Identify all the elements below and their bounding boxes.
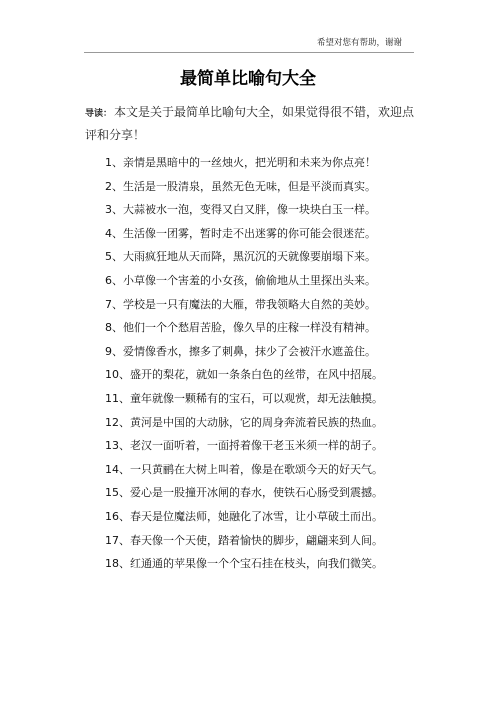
list-item: 13、老汉一面听着，一面捋着像干老玉米须一样的胡子。 bbox=[105, 439, 383, 453]
list-item: 6、小草像一个害羞的小女孩，偷偷地从土里探出头来。 bbox=[105, 273, 376, 287]
list-item: 14、一只黄鹂在大树上叫着，像是在歌颂今天的好天气。 bbox=[105, 462, 383, 476]
list-item: 7、学校是一只有魔法的大雁，带我领略大自然的美妙。 bbox=[105, 297, 376, 311]
intro-paragraph bbox=[85, 102, 415, 146]
list-item: 5、大雨疯狂地从天而降，黑沉沉的天就像要崩塌下来。 bbox=[105, 250, 376, 264]
list-item: 16、春天是位魔法师，她融化了冰雪，让小草破土而出。 bbox=[105, 509, 383, 523]
list-item: 12、黄河是中国的大动脉，它的周身奔流着民族的热血。 bbox=[105, 415, 383, 429]
list-item: 10、盛开的梨花，就如一条条白色的丝带，在风中招展。 bbox=[105, 368, 383, 382]
list-item: 18、红通通的苹果像一个个宝石挂在枝头，向我们微笑。 bbox=[105, 557, 383, 571]
intro-text: 本文是关于最简单比喻句大全，如果觉得很不错，欢迎点评和分享！ bbox=[85, 105, 415, 142]
intro-label: 导读： bbox=[85, 109, 113, 119]
list-item: 4、生活像一团雾，暂时走不出迷雾的你可能会很迷茫。 bbox=[105, 226, 376, 240]
list-item: 8、他们一个个愁眉苦脸，像久旱的庄稼一样没有精神。 bbox=[105, 321, 376, 335]
header-note: 希望对您有帮助，谢谢 bbox=[316, 38, 402, 48]
list-item: 17、春天像一个天使，踏着愉快的脚步，翩翩来到人间。 bbox=[105, 533, 383, 547]
list-item: 11、童年就像一颗稀有的宝石，可以观赏，却无法触摸。 bbox=[105, 391, 383, 405]
list-item: 15、爱心是一股撞开冰闸的春水，使铁石心肠受到震撼。 bbox=[105, 486, 383, 500]
list-item: 9、爱情像香水，擦多了刺鼻，抹少了会被汗水遮盖住。 bbox=[105, 344, 376, 358]
document-title: 最简单比喻句大全 bbox=[180, 69, 316, 89]
list-item: 1、亲情是黑暗中的一丝烛火，把光明和未来为你点亮！ bbox=[105, 156, 376, 169]
list-item: 2、生活是一股清泉，虽然无色无味，但是平淡而真实。 bbox=[105, 179, 376, 193]
list-item: 3、大蒜被水一泡，变得又白又胖，像一块块白玉一样。 bbox=[105, 203, 376, 217]
sentence-list bbox=[105, 151, 425, 576]
header-divider bbox=[84, 52, 414, 53]
